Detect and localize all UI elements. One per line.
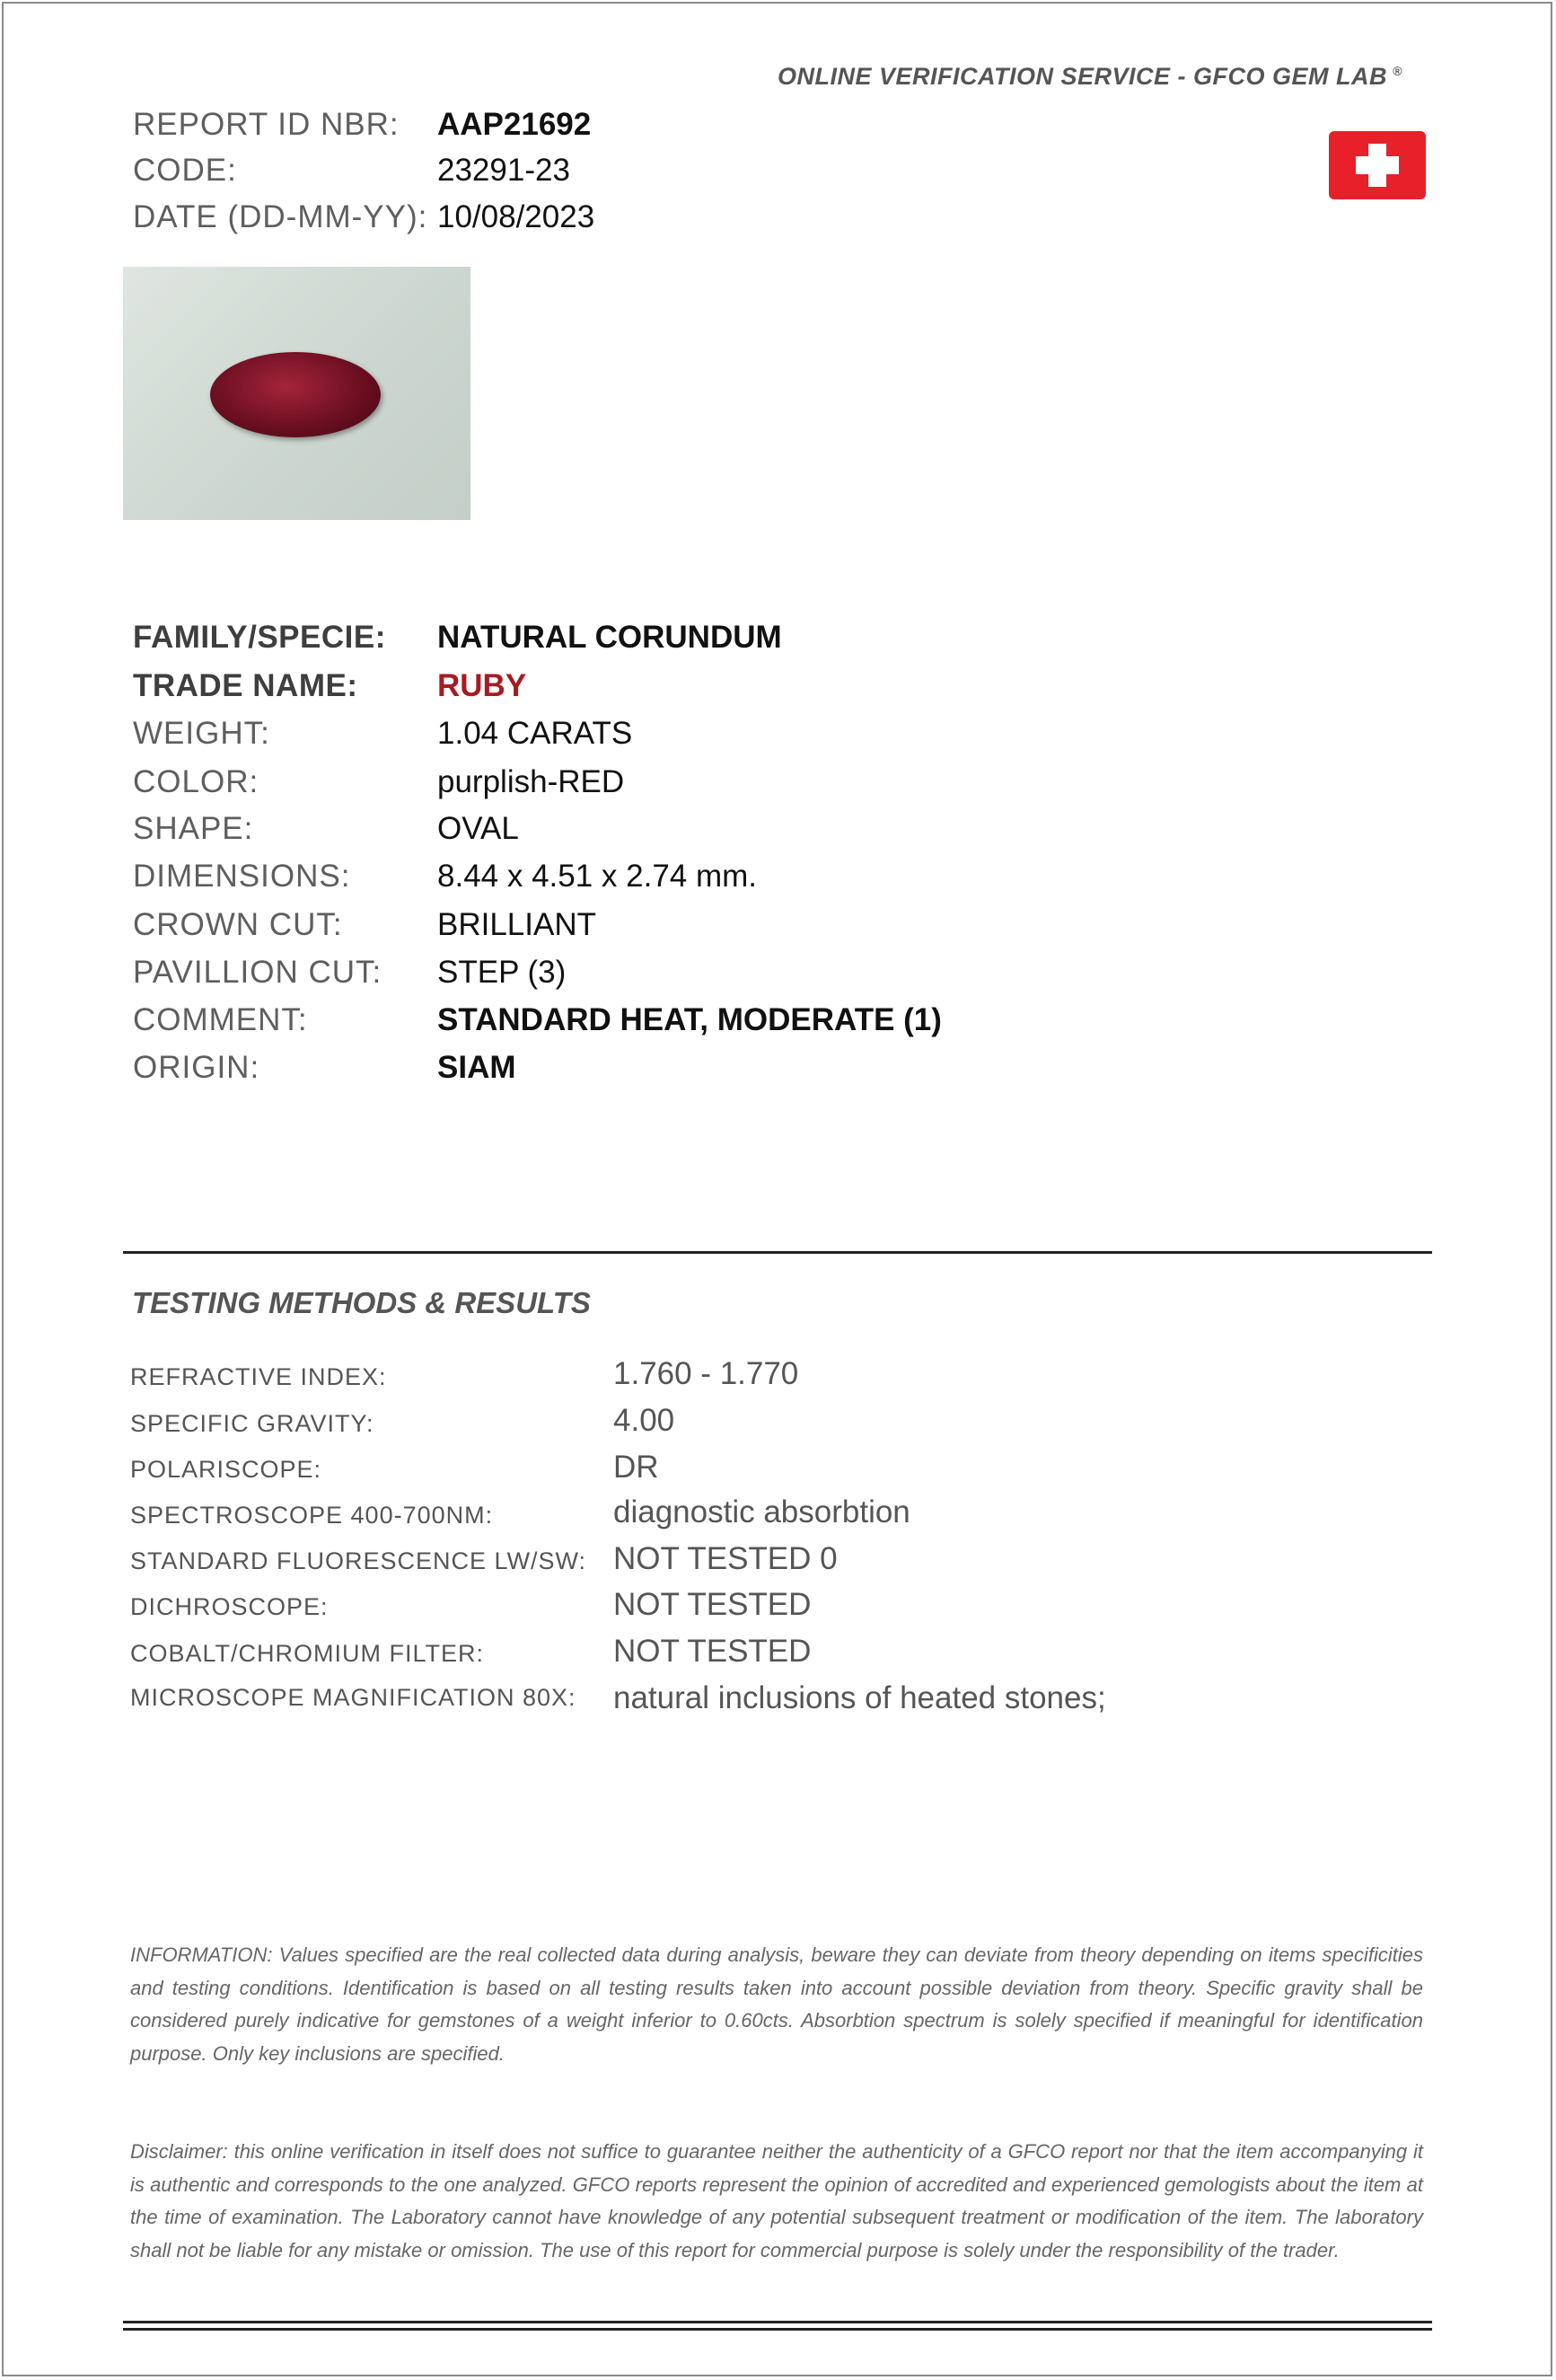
spectroscope-value: diagnostic absorbtion [613,1494,910,1529]
code-label: CODE: [133,153,237,188]
pavillion-cut-value: STEP (3) [437,955,567,990]
shape-label: SHAPE: [133,811,254,846]
report-id-label: REPORT ID NBR: [133,107,400,142]
date-value: 10/08/2023 [437,199,595,234]
disclaimer-paragraph: Disclaimer: this online verification in itself does not suffice to guarantee neither the authenticity of a GFCO report nor that the item accompanying it is authentic and corresponds to the one analyzed. GFCO reports represent the opinion of accredited and experienced gemologists about the item at the time of examination. The Laboratory cannot have knowledge of any potential subsequent treatment or modification of the item. The laboratory shall not be liable for any mistake or omission. The use of this report for commercial purpose is solely under the responsibility of the trader. [130,2140,1423,2261]
spectroscope-label: SPECTROSCOPE 400-700NM: [130,1502,494,1529]
refractive-index-label: REFRACTIVE INDEX: [130,1363,387,1390]
specific-gravity-value: 4.00 [613,1403,675,1438]
crown-cut-value: BRILLIANT [437,907,596,942]
polariscope-label: POLARISCOPE: [130,1456,322,1483]
swiss-flag-icon [1329,131,1426,199]
cobalt-chromium-value: NOT TESTED [613,1634,812,1669]
fluorescence-value: NOT TESTED 0 [613,1541,838,1576]
family-specie-value: NATURAL CORUNDUM [437,620,782,655]
comment-value: STANDARD HEAT, MODERATE (1) [437,1002,942,1037]
section-divider [123,1251,1432,1254]
dimensions-value: 8.44 x 4.51 x 2.74 mm. [437,859,758,894]
cobalt-chromium-label: COBALT/CHROMIUM FILTER: [130,1640,485,1667]
trade-name-label: TRADE NAME: [133,668,358,703]
microscope-label: MICROSCOPE MAGNIFICATION 80X: [130,1684,576,1711]
dichroscope-value: NOT TESTED [613,1587,812,1622]
specific-gravity-label: SPECIFIC GRAVITY: [130,1410,374,1437]
color-label: COLOR: [133,764,259,799]
service-title: ONLINE VERIFICATION SERVICE - GFCO GEM LAB ® [778,63,1402,90]
date-label: DATE (DD-MM-YY): [133,199,428,234]
polariscope-value: DR [613,1450,659,1485]
fluorescence-label: STANDARD FLUORESCENCE LW/SW: [130,1547,587,1574]
dichroscope-label: DICHROSCOPE: [130,1593,329,1620]
testing-section-title: TESTING METHODS & RESULTS [132,1286,591,1319]
bottom-rule-1 [123,2321,1432,2323]
information-paragraph: INFORMATION: Values specified are the real collected data during analysis, beware they can deviate from theory depending on items specificities and testing conditions. Identification is based on all testing results taken into account possible deviation from theory. Specific gravity shall be considered purely indicative for gemstones of a weight inferior to 0.60cts. Absorbtion spectrum is solely specified if meaningful for identification purpose. Only key inclusions are specified. [130,1944,1423,2065]
bottom-rule-2 [123,2328,1432,2331]
crown-cut-label: CROWN CUT: [133,907,343,942]
origin-value: SIAM [437,1050,516,1085]
code-value: 23291-23 [437,153,570,188]
report-id-value: AAP21692 [437,107,592,142]
trade-name-value: RUBY [437,668,527,703]
weight-value: 1.04 CARATS [437,716,633,751]
comment-label: COMMENT: [133,1002,308,1037]
family-specie-label: FAMILY/SPECIE: [133,620,386,655]
dimensions-label: DIMENSIONS: [133,859,351,894]
weight-label: WEIGHT: [133,716,270,751]
shape-value: OVAL [437,811,519,846]
pavillion-cut-label: PAVILLION CUT: [133,955,382,990]
gem-photo [123,267,470,520]
refractive-index-value: 1.760 - 1.770 [613,1356,799,1391]
microscope-value: natural inclusions of heated stones; [613,1680,1106,1715]
origin-label: ORIGIN: [133,1050,260,1085]
ruby-gem-image [210,352,381,437]
color-value: purplish-RED [437,764,625,799]
